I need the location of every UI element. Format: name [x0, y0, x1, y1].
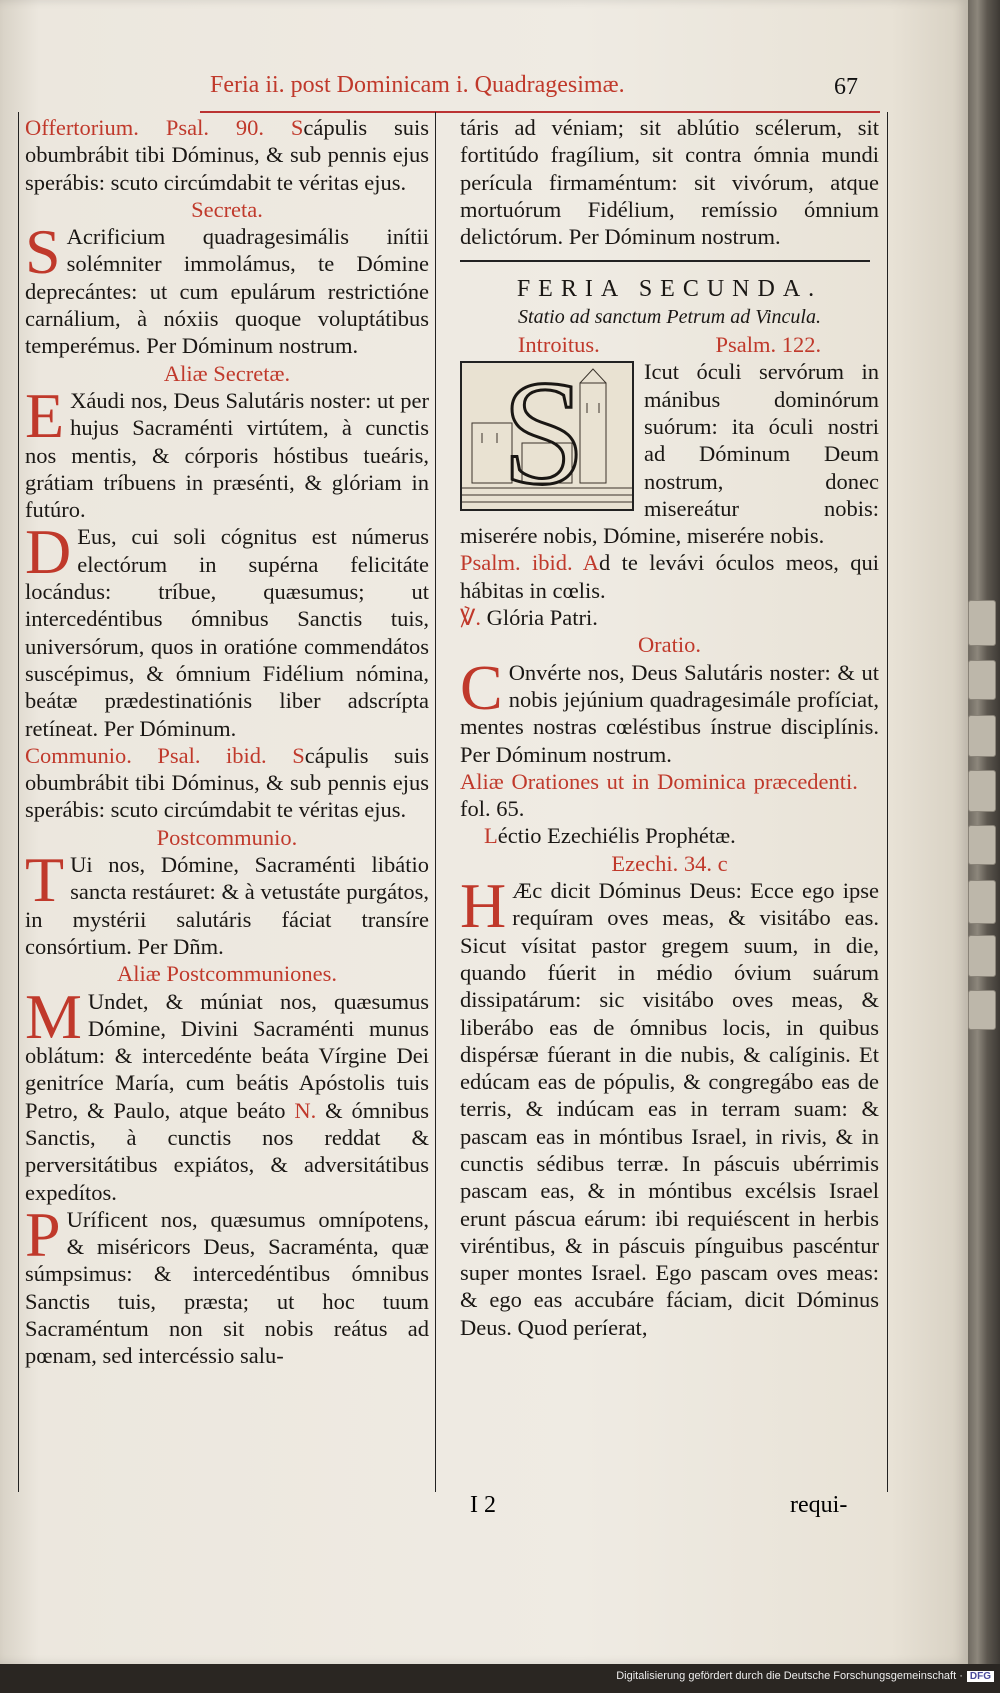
- introitus-paragraph: [460, 358, 879, 549]
- woodcut-illustration: [462, 363, 632, 509]
- dfg-logo: DFG: [967, 1671, 994, 1682]
- haec-drop-initial: H: [460, 870, 507, 942]
- gloria-text: Glória Patri.: [486, 605, 598, 631]
- deus-drop-initial: D: [25, 516, 72, 588]
- communio-label: Communio. Psal. ibid.: [25, 742, 267, 768]
- deus-paragraph: [25, 516, 429, 741]
- aliae-orationes: Aliæ Orationes ut in Dominica præcedenti.: [460, 768, 858, 794]
- catchword: requi-: [790, 1492, 848, 1518]
- offertorium-text: cápulis suis obumbrábit tibi Dóminus, & sub pennis ejus sperábis: scuto circúmdabit te véritas ejus.: [25, 115, 430, 195]
- running-title: Feria ii. post Dominicam i. Quadragesimæ.: [210, 72, 625, 98]
- mundet-drop-initial: M: [25, 980, 82, 1052]
- communio-text: cápulis suis obumbrábit tibi Dóminus, & sub pennis ejus sperábis: scuto circúmdabit te véritas ejus.: [25, 742, 429, 823]
- section-divider: [460, 260, 870, 262]
- svg-text:S: S: [502, 363, 586, 510]
- introitus-label: Introitus.: [517, 332, 600, 358]
- introitus-text: Icut óculi servórum in mánibus dominórum suórum: ita óculi nostri ad Dóminum Deum nostrum, donec misereátur nobis: miserére nobis, Dómine, miserére nobis.: [460, 359, 879, 549]
- purificent-drop-initial: P: [25, 1198, 61, 1270]
- digitization-credit: [616, 1670, 994, 1682]
- exaudi-paragraph: [25, 379, 429, 523]
- edge-tab: [968, 935, 996, 977]
- communio: [25, 742, 429, 824]
- feria-title: FERIA SECUNDA.: [516, 276, 823, 303]
- ezechi-heading: Ezechi. 34. c: [611, 850, 728, 876]
- psalm-text: d te levávi óculos meos, qui hábitas in cœlis.: [460, 550, 879, 603]
- offertorium-initial: S: [290, 115, 304, 140]
- psalm-initial: A: [582, 550, 600, 576]
- lectio-line: [460, 822, 879, 849]
- psalm-label: Psalm. ibid.: [460, 550, 573, 576]
- edge-tab: [968, 880, 996, 924]
- purificent-paragraph: [25, 1198, 429, 1370]
- right-column: [452, 112, 888, 1492]
- exaudi-drop-initial: E: [25, 379, 65, 451]
- lectio-initial: L: [484, 823, 498, 849]
- secreta-paragraph: [25, 216, 429, 359]
- converte-text: Onvérte nos, Deus Salutáris noster: & ut nobis jejúnium quadragesimále profíciat, mentes nostras cœléstibus ínstrue disciplínis. Per Dóminum nostrum.: [460, 659, 879, 767]
- postcommunio-heading: Postcommunio.: [156, 824, 298, 850]
- converte-drop-initial: C: [460, 651, 503, 723]
- page-header: [180, 72, 900, 110]
- page-number: 67: [834, 74, 858, 100]
- gloria-line: [460, 604, 879, 631]
- continuation-paragraph: táris ad véniam; sit ablútio scélerum, sit fortitúdo fragílium, sit contra ómnia mundi perícula firmaméntum: sit vivórum, atque mortuórum Fidélium, remíssio ómnium delictórum. Per Dóminum nostrum.: [460, 115, 879, 250]
- converte-paragraph: [460, 651, 879, 768]
- n-rubric: N.: [294, 1097, 317, 1123]
- aliae-secretae-heading: Aliæ Secretæ.: [163, 360, 291, 386]
- psalm-line: [460, 549, 879, 604]
- offertorium-label: Offertorium. Psal. 90.: [25, 115, 264, 140]
- fol-ref: fol. 65.: [460, 796, 525, 822]
- edge-tab: [968, 660, 996, 700]
- exaudi-text: Xáudi nos, Deus Salutáris noster: ut per hujus Sacraménti virtútem, à cunctis nos mentis, & córporis hóstibus tueáris, grátiam tríbuens in præsénti, & glóriam in futúro.: [25, 387, 429, 523]
- introitus-heading: [460, 331, 879, 358]
- lectio-text: éctio Ezechiélis Prophétæ.: [497, 823, 736, 849]
- secreta-heading: Secreta.: [191, 196, 263, 222]
- edge-tab: [968, 770, 996, 812]
- edge-tab: [968, 825, 996, 865]
- mundet-text-2: & ómnibus Sanctis, à cunctis nos reddat & perversitátibus expiátos, & adversitátibus expedítos.: [25, 1097, 430, 1205]
- postcommunio-drop-initial: T: [25, 844, 65, 916]
- statio-line: Statio ad sanctum Petrum ad Vincula.: [518, 305, 821, 328]
- introitus-psalm: Psalm. 122.: [715, 332, 822, 358]
- postcommunio-text: Ui nos, Dómine, Sacraménti libátio sancta restáuret: & à vetustáte purgátos, in mystérii salutáris fáciat transíre consórtium. Per Dñm.: [25, 852, 429, 959]
- edge-tab: [968, 990, 996, 1030]
- woodcut-initial-s: [460, 361, 634, 511]
- aliae-postcommuniones-heading: Aliæ Postcommuniones.: [116, 961, 337, 987]
- secreta-drop-initial: S: [25, 216, 61, 288]
- deus-text: Eus, cui soli cógnitus est númerus electórum in supérna felicitáte locándus: tríbue, quæsumus; ut intercedéntibus ómnibus Sanctis tuis, universórum, quos in oratióne commendátos suscépimus, & ómnium Fidélium nómina, beátæ prædestinatiónis liber adscrípta retíneat. Per Dóminum.: [25, 524, 429, 741]
- secreta-text: Acrificium quadragesimális inítii solémniter immolámus, te Dómine deprecántes: ut cum epulárum restrictióne carnálium, à nóxiis quoque voluptátibus temperémus. Per Dóminum nostrum.: [25, 224, 429, 359]
- page-footer: [0, 1492, 968, 1532]
- credit-text: Digitalisierung gefördert durch die Deutsche Forschungsgemeinschaft ·: [616, 1670, 963, 1682]
- purificent-text: Uríficent nos, quæsumus omnípotens, & miséricors Deus, Sacraménta, quæ súmpsimus: & intercedéntibus ómnibus Sanctis tuis, præsta; ut hoc tuum Sacraméntum non sit nobis reátus ad pœnam, sed intercéssio salu-: [25, 1206, 429, 1369]
- versicle-symbol: ℣.: [460, 605, 482, 631]
- aliae-orationes-line: [460, 768, 879, 823]
- mundet-paragraph: [25, 980, 430, 1206]
- haec-paragraph: [460, 870, 879, 1341]
- postcommunio-paragraph: [25, 844, 429, 960]
- oratio-heading: Oratio.: [637, 632, 702, 658]
- edge-tab: [968, 715, 996, 757]
- offertorium: [25, 114, 429, 196]
- mundet-text: Undet, & múniat nos, quæsumus Dómine, Divini Sacraménti munus oblátum: & intercedénte beáta Vírgine Dei genitríce María, cum beátis Apóstolis tuis Petro, & Paulo, atque beáto: [25, 988, 429, 1123]
- edge-tab: [968, 600, 996, 646]
- communio-initial: S: [292, 742, 305, 768]
- left-column: [18, 112, 436, 1492]
- signature-mark: I 2: [470, 1492, 496, 1518]
- haec-text: Æc dicit Dóminus Deus: Ecce ego ipse requíram oves meas, & visitábo eas. Sicut vísitat pastor gregem suum, in die, quando fúerit in médio óvium suárum dissipatárum: sic visitábo oves meas, & liberábo eas de ómnibus locis, in quibus dispérsæ fúerant in die nubis, & calíginis. Et edúcam eas de pópulis, & congregábo eas de terris, & indúcam eas in terram suam: & pascam eas in móntibus Israel, in rivis, & in cunctis sédibus terræ. In páscuis ubérrimis pascam eas, & in móntibus excélsis Israel erunt páscua eárum: ibi requiéscent in herbis viréntibus, & in páscuis pínguibus pascéntur super montes Israel. Ego pascam oves meas: & ego eas accubáre fáciam, dicit Dóminus Deus. Quod períerat,: [460, 878, 879, 1340]
